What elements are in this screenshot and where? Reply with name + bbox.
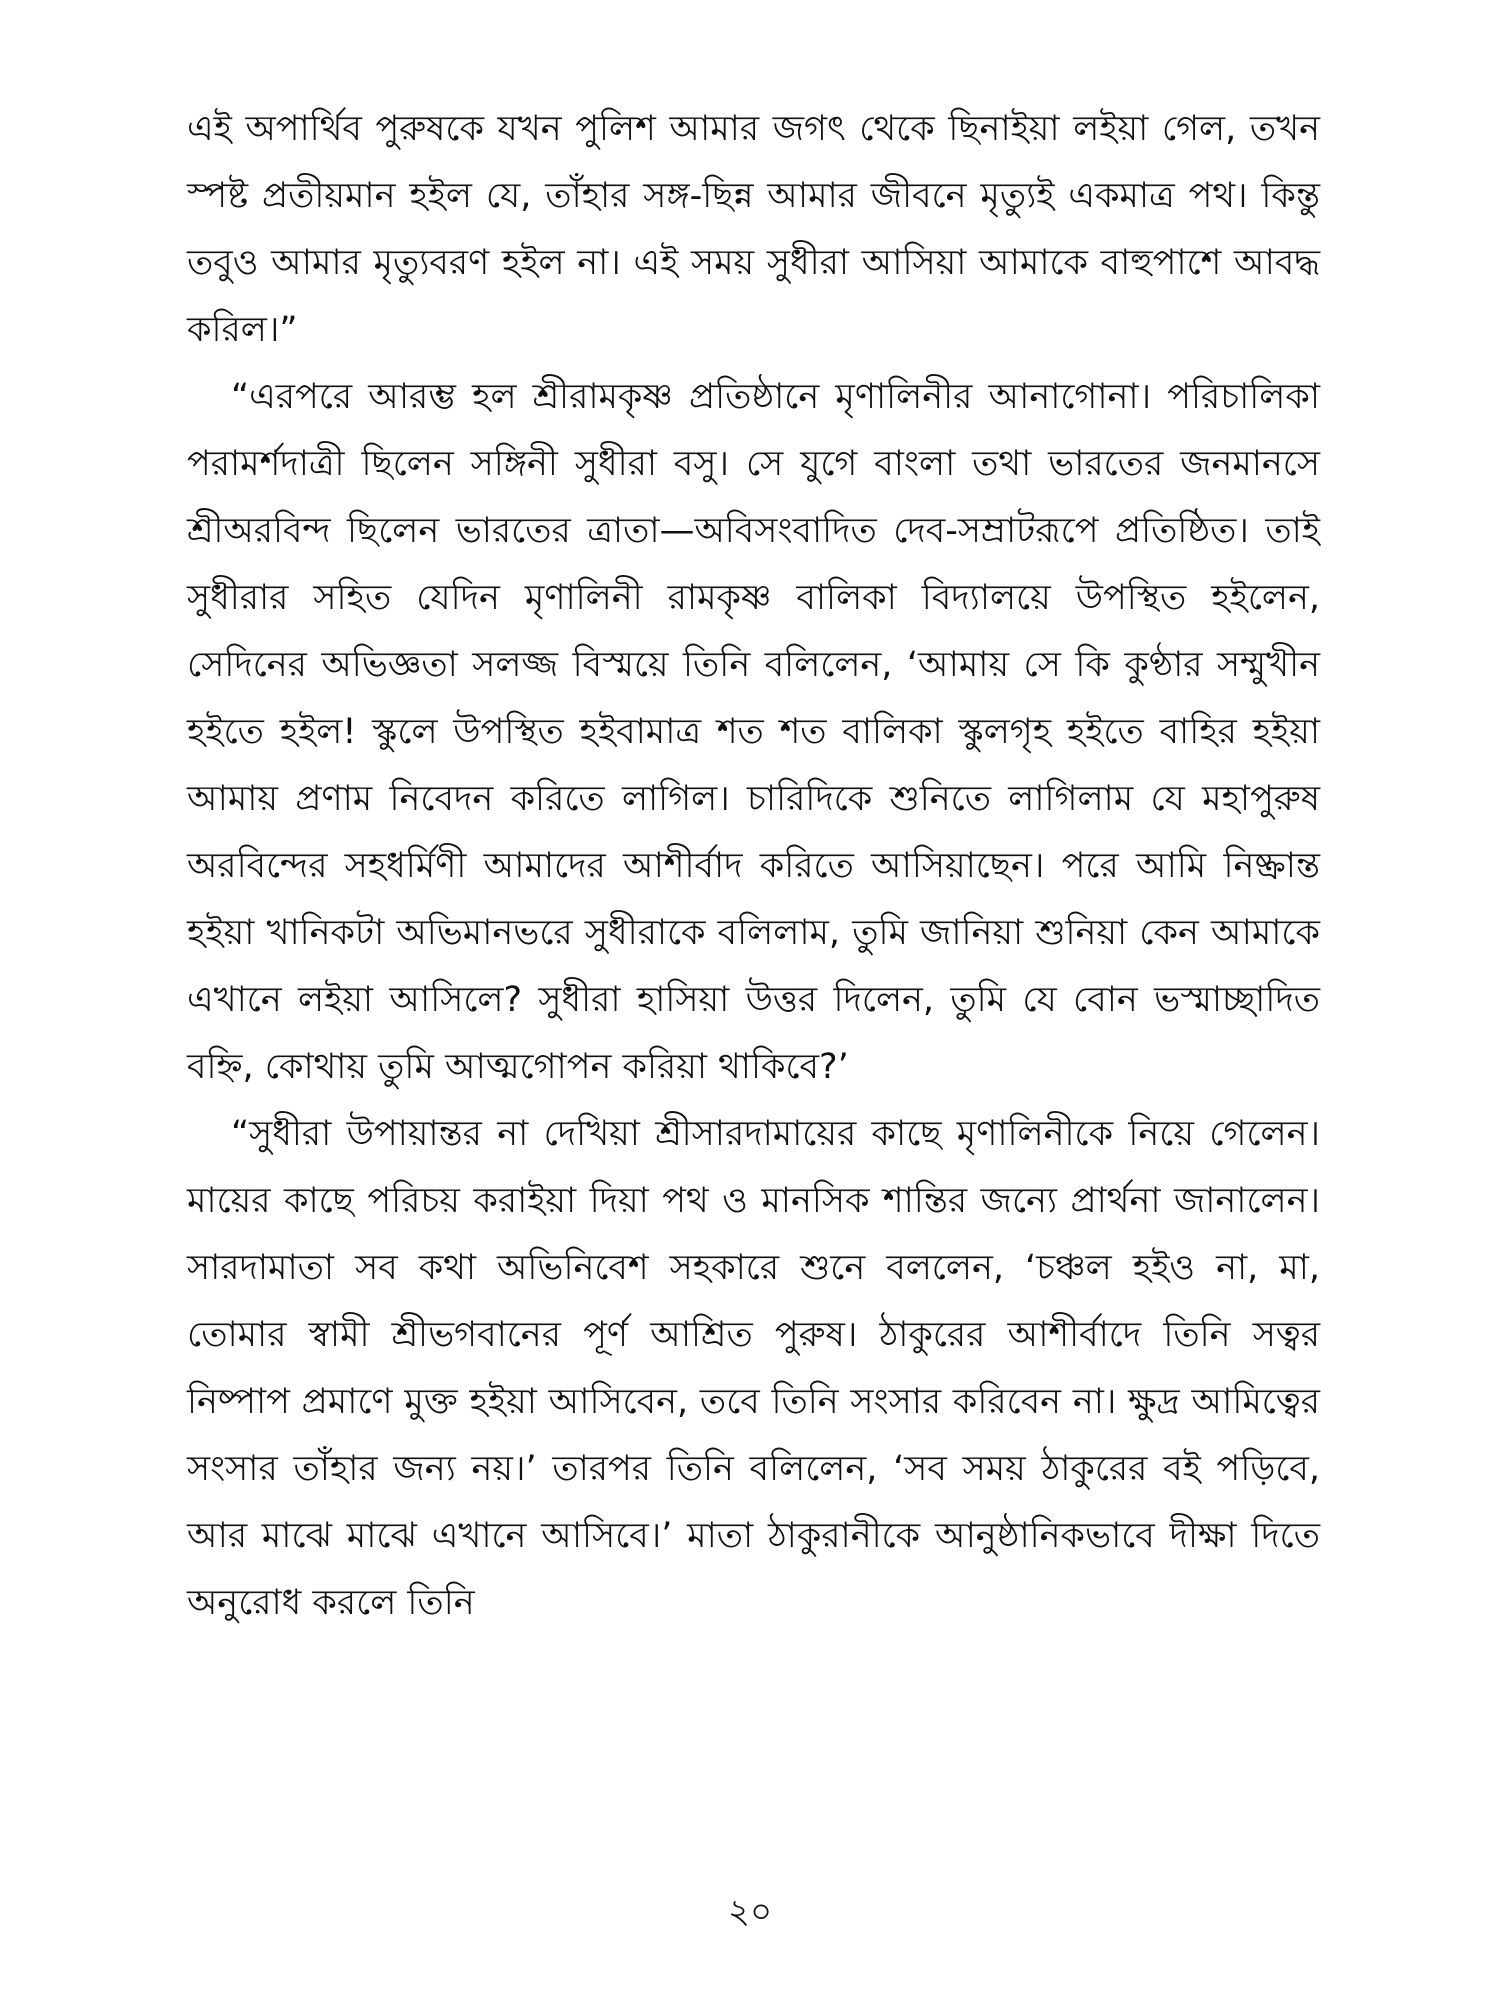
paragraph-3: “সুধীরা উপায়ান্তর না দেখিয়া শ্রীসারদামায়ের কাছে মৃণালিনীকে নিয়ে গেলেন। মায়ের কাছে পরিচয় করাইয়া দিয়া পথ ও মানসিক শান্তির জন্যে প্রার্থনা জানালেন। সারদামাতা সব কথা অভিনিবেশ সহকারে শুনে বললেন, ‘চঞ্চল হইও না, মা, তোমার স্বামী শ্রীভগবানের পূর্ণ আশ্রিত পুরুষ। ঠাকুরের আশীর্বাদে তিনি সত্বর নিষ্পাপ প্রমাণে মুক্ত হইয়া আসিবেন, তবে তিনি সংসার করিবেন না। ক্ষুদ্র আমিত্বের সংসার তাঁহার জন্য নয়।’ তারপর তিনি বলিলেন, ‘সব সময় ঠাকুরের বই পড়িবে, আর মাঝে মাঝে এখানে আসিবে।’ মাতা ঠাকুরানীকে আনুষ্ঠানিকভাবে দীক্ষা দিতে অনুরোধ করলে তিনি — [187, 1114, 1320, 1623]
paragraph-1: এই অপার্থিব পুরুষকে যখন পুলিশ আমার জগৎ থেকে ছিনাইয়া লইয়া গেল, তখন স্পষ্ট প্রতীয়মান হইল যে, তাঁহার সঙ্গ-ছিন্ন আমার জীবনে মৃত্যুই একমাত্র পথ। কিন্তু তবুও আমার মৃত্যুবরণ হইল না। এই সময় সুধীরা আসিয়া আমাকে বাহুপাশে আবদ্ধ করিল।” — [187, 109, 1320, 350]
body-text — [187, 96, 1320, 1637]
page-number: ২০ — [727, 1892, 773, 1932]
paragraph-2: “এরপরে আরম্ভ হল শ্রীরামকৃষ্ণ প্রতিষ্ঠানে মৃণালিনীর আনাগোনা। পরিচালিকা পরামর্শদাত্রী ছিলেন সঙ্গিনী সুধীরা বসু। সে যুগে বাংলা তথা ভারতের জনমানসে শ্রীঅরবিন্দ ছিলেন ভারতের ত্রাতা—অবিসংবাদিত দেব-সম্রাটরূপে প্রতিষ্ঠিত। তাই সুধীরার সহিত যেদিন মৃণালিনী রামকৃষ্ণ বালিকা বিদ্যালয়ে উপস্থিত হইলেন, সেদিনের অভিজ্ঞতা সলজ্জ বিস্ময়ে তিনি বলিলেন, ‘আমায় সে কি কুণ্ঠার সম্মুখীন হইতে হইল! স্কুলে উপস্থিত হইবামাত্র শত শত বালিকা স্কুলগৃহ হইতে বাহির হইয়া আমায় প্রণাম নিবেদন করিতে লাগিল। চারিদিকে শুনিতে লাগিলাম যে মহাপুরুষ অরবিন্দের সহধর্মিণী আমাদের আশীর্বাদ করিতে আসিয়াছেন। পরে আমি নিষ্ক্রান্ত হইয়া খানিকটা অভিমানভরে সুধীরাকে বলিলাম, তুমি জানিয়া শুনিয়া কেন আমাকে এখানে লইয়া আসিলে? সুধীরা হাসিয়া উত্তর দিলেন, তুমি যে বোন ভস্মাচ্ছাদিত বহ্নি, কোথায় তুমি আত্মগোপন করিয়া থাকিবে?’ — [187, 377, 1320, 1087]
